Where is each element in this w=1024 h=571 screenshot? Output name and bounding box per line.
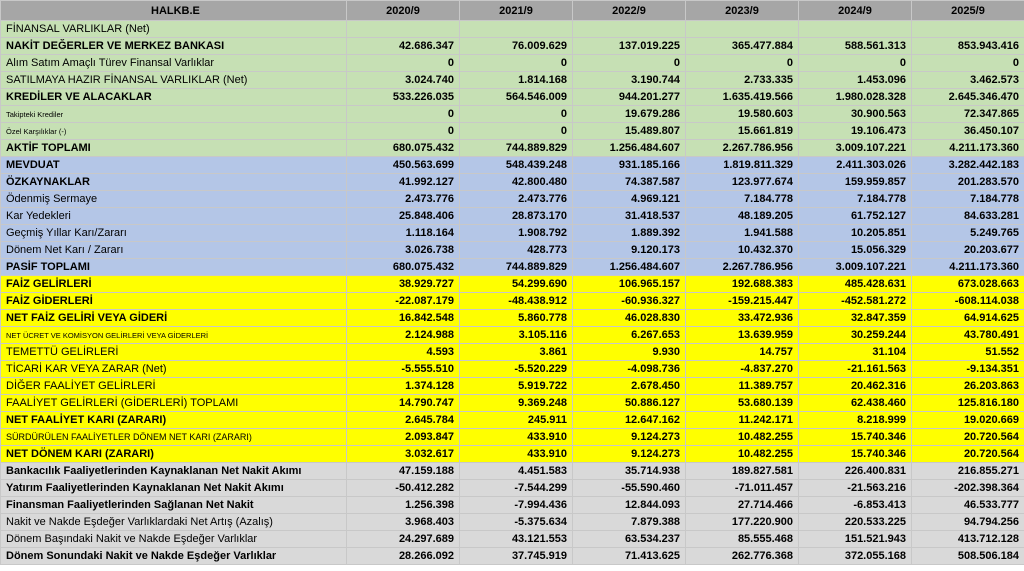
row-label: DİĞER FAALİYET GELİRLERİ <box>1 378 347 395</box>
table-row <box>1 378 1024 395</box>
row-label: Ödenmiş Sermaye <box>1 191 347 208</box>
row-value: 43.121.553 <box>460 531 573 548</box>
row-label: Bankacılık Faaliyetlerinden Kaynaklanan Net Nakit Akımı <box>1 463 347 480</box>
row-value: 5.919.722 <box>460 378 573 395</box>
row-value: 74.387.587 <box>573 174 686 191</box>
row-label: NAKİT DEĞERLER VE MERKEZ BANKASI <box>1 38 347 55</box>
header-row <box>1 1 1024 21</box>
row-value: 38.929.727 <box>347 276 460 293</box>
row-value: 1.453.096 <box>799 72 912 89</box>
row-value <box>460 21 573 38</box>
row-value: 3.105.116 <box>460 327 573 344</box>
row-value: 30.900.563 <box>799 106 912 123</box>
period-header: 2022/9 <box>573 1 686 21</box>
row-value: 85.555.468 <box>686 531 799 548</box>
row-value: 4.593 <box>347 344 460 361</box>
row-label: ÖZKAYNAKLAR <box>1 174 347 191</box>
row-value: 2.411.303.026 <box>799 157 912 174</box>
table-row <box>1 259 1024 276</box>
row-value: 2.645.346.470 <box>912 89 1024 106</box>
row-value: -50.412.282 <box>347 480 460 497</box>
table-row <box>1 514 1024 531</box>
row-value: 189.827.581 <box>686 463 799 480</box>
row-value: 61.752.127 <box>799 208 912 225</box>
row-value: 0 <box>347 123 460 140</box>
period-header: 2025/9 <box>912 1 1024 21</box>
row-value: 365.477.884 <box>686 38 799 55</box>
row-label: Dönem Başındaki Nakit ve Nakde Eşdeğer Varlıklar <box>1 531 347 548</box>
row-label: Alım Satım Amaçlı Türev Finansal Varlıklar <box>1 55 347 72</box>
row-value: 19.679.286 <box>573 106 686 123</box>
row-value: 19.020.669 <box>912 412 1024 429</box>
row-value: 19.580.603 <box>686 106 799 123</box>
table-row <box>1 463 1024 480</box>
row-value: 3.009.107.221 <box>799 259 912 276</box>
row-value: 428.773 <box>460 242 573 259</box>
row-label: Nakit ve Nakde Eşdeğer Varlıklardaki Net Artış (Azalış) <box>1 514 347 531</box>
row-value: 0 <box>347 106 460 123</box>
row-value: 151.521.943 <box>799 531 912 548</box>
row-value: 177.220.900 <box>686 514 799 531</box>
row-value: -7.544.299 <box>460 480 573 497</box>
row-value: -202.398.364 <box>912 480 1024 497</box>
row-value: 76.009.629 <box>460 38 573 55</box>
row-value: 1.814.168 <box>460 72 573 89</box>
row-value: 413.712.128 <box>912 531 1024 548</box>
row-value: -21.161.563 <box>799 361 912 378</box>
row-label: FAİZ GELİRLERİ <box>1 276 347 293</box>
row-value: 42.800.480 <box>460 174 573 191</box>
row-value: 2.678.450 <box>573 378 686 395</box>
row-value: 3.190.744 <box>573 72 686 89</box>
row-value: 2.645.784 <box>347 412 460 429</box>
row-value: 220.533.225 <box>799 514 912 531</box>
table-row <box>1 412 1024 429</box>
row-value: 71.413.625 <box>573 548 686 565</box>
row-value: 20.720.564 <box>912 429 1024 446</box>
table-row <box>1 361 1024 378</box>
row-value: 28.266.092 <box>347 548 460 565</box>
row-value: 1.256.484.607 <box>573 140 686 157</box>
row-value: 226.400.831 <box>799 463 912 480</box>
table-row <box>1 225 1024 242</box>
row-value: 50.886.127 <box>573 395 686 412</box>
row-value: -6.853.413 <box>799 497 912 514</box>
row-value: 744.889.829 <box>460 259 573 276</box>
row-value: 4.211.173.360 <box>912 140 1024 157</box>
table-row <box>1 72 1024 89</box>
row-label: FİNANSAL VARLIKLAR (Net) <box>1 21 347 38</box>
row-value: 2.473.776 <box>347 191 460 208</box>
table-row <box>1 38 1024 55</box>
row-value: 673.028.663 <box>912 276 1024 293</box>
period-header: 2024/9 <box>799 1 912 21</box>
row-value: 680.075.432 <box>347 259 460 276</box>
row-value: 106.965.157 <box>573 276 686 293</box>
table-row <box>1 531 1024 548</box>
row-value: 2.093.847 <box>347 429 460 446</box>
row-value: 450.563.699 <box>347 157 460 174</box>
row-value: 853.943.416 <box>912 38 1024 55</box>
row-value: 84.633.281 <box>912 208 1024 225</box>
row-value: 372.055.168 <box>799 548 912 565</box>
row-value: 3.462.573 <box>912 72 1024 89</box>
row-value: 245.911 <box>460 412 573 429</box>
row-value: 64.914.625 <box>912 310 1024 327</box>
row-value: -9.134.351 <box>912 361 1024 378</box>
row-label: NET DÖNEM KARI (ZARARI) <box>1 446 347 463</box>
row-label: FAALİYET GELİRLERİ (GİDERLERİ) TOPLAMI <box>1 395 347 412</box>
row-value: 3.032.617 <box>347 446 460 463</box>
row-value: 433.910 <box>460 429 573 446</box>
row-value: 24.297.689 <box>347 531 460 548</box>
row-value: 137.019.225 <box>573 38 686 55</box>
period-header: 2023/9 <box>686 1 799 21</box>
row-value: 433.910 <box>460 446 573 463</box>
row-value: 13.639.959 <box>686 327 799 344</box>
row-value: 0 <box>799 55 912 72</box>
row-value: 1.889.392 <box>573 225 686 242</box>
row-value: 1.980.028.328 <box>799 89 912 106</box>
row-value: 548.439.248 <box>460 157 573 174</box>
table-row <box>1 106 1024 123</box>
row-value: 43.780.491 <box>912 327 1024 344</box>
row-value: 14.757 <box>686 344 799 361</box>
row-value: 485.428.631 <box>799 276 912 293</box>
table-row <box>1 548 1024 565</box>
row-value: 1.118.164 <box>347 225 460 242</box>
row-value: 680.075.432 <box>347 140 460 157</box>
row-value: 931.185.166 <box>573 157 686 174</box>
table-row <box>1 174 1024 191</box>
row-value: 53.680.139 <box>686 395 799 412</box>
row-value: 1.635.419.566 <box>686 89 799 106</box>
row-value: 7.879.388 <box>573 514 686 531</box>
row-value: 15.056.329 <box>799 242 912 259</box>
row-value: -48.438.912 <box>460 293 573 310</box>
row-value: 42.686.347 <box>347 38 460 55</box>
row-value: 32.847.359 <box>799 310 912 327</box>
row-value: 2.473.776 <box>460 191 573 208</box>
row-label: NET FAALİYET KARI (ZARARI) <box>1 412 347 429</box>
row-value: 2.124.988 <box>347 327 460 344</box>
row-value: -608.114.038 <box>912 293 1024 310</box>
row-value: 9.124.273 <box>573 446 686 463</box>
row-value: 25.848.406 <box>347 208 460 225</box>
row-label: Dönem Sonundaki Nakit ve Nakde Eşdeğer Varlıklar <box>1 548 347 565</box>
row-label: PASİF TOPLAMI <box>1 259 347 276</box>
row-value: 216.855.271 <box>912 463 1024 480</box>
row-value: 15.740.346 <box>799 446 912 463</box>
row-value: 262.776.368 <box>686 548 799 565</box>
row-value: 0 <box>347 55 460 72</box>
row-value: -4.837.270 <box>686 361 799 378</box>
row-value: 123.977.674 <box>686 174 799 191</box>
row-value: 0 <box>460 106 573 123</box>
row-value: 0 <box>460 123 573 140</box>
row-value: 9.124.273 <box>573 429 686 446</box>
row-value: 6.267.653 <box>573 327 686 344</box>
table-row <box>1 310 1024 327</box>
row-value: 508.506.184 <box>912 548 1024 565</box>
row-value: 28.873.170 <box>460 208 573 225</box>
row-value: 5.860.778 <box>460 310 573 327</box>
table-row <box>1 123 1024 140</box>
row-value: 3.968.403 <box>347 514 460 531</box>
row-label: MEVDUAT <box>1 157 347 174</box>
row-value: 944.201.277 <box>573 89 686 106</box>
table-row <box>1 21 1024 38</box>
row-value: -71.011.457 <box>686 480 799 497</box>
row-value: -5.555.510 <box>347 361 460 378</box>
row-label: Yatırım Faaliyetlerinden Kaynaklanan Net Nakit Akımı <box>1 480 347 497</box>
row-value: 0 <box>460 55 573 72</box>
row-value: 11.389.757 <box>686 378 799 395</box>
row-value: 11.242.171 <box>686 412 799 429</box>
row-label: TİCARİ KAR VEYA ZARAR (Net) <box>1 361 347 378</box>
row-label: NET ÜCRET VE KOMİSYON GELİRLERİ VEYA GİDERLERİ <box>1 327 347 344</box>
row-value: -55.590.460 <box>573 480 686 497</box>
row-value: 36.450.107 <box>912 123 1024 140</box>
row-value: 5.249.765 <box>912 225 1024 242</box>
row-label: Takipteki Krediler <box>1 106 347 123</box>
row-value: 2.267.786.956 <box>686 140 799 157</box>
row-value: -7.994.436 <box>460 497 573 514</box>
row-value: 588.561.313 <box>799 38 912 55</box>
row-label: SÜRDÜRÜLEN FAALİYETLER DÖNEM NET KARI (ZARARI) <box>1 429 347 446</box>
row-value: 51.552 <box>912 344 1024 361</box>
row-label: Finansman Faaliyetlerinden Sağlanan Net Nakit <box>1 497 347 514</box>
row-value: 3.282.442.183 <box>912 157 1024 174</box>
row-value: 12.844.093 <box>573 497 686 514</box>
row-value: 9.930 <box>573 344 686 361</box>
row-value: 30.259.244 <box>799 327 912 344</box>
row-value: 1.819.811.329 <box>686 157 799 174</box>
row-label: FAİZ GİDERLERİ <box>1 293 347 310</box>
row-value: 1.941.588 <box>686 225 799 242</box>
row-value: 31.418.537 <box>573 208 686 225</box>
row-value: 3.024.740 <box>347 72 460 89</box>
row-value: 31.104 <box>799 344 912 361</box>
row-value: -159.215.447 <box>686 293 799 310</box>
table-row <box>1 208 1024 225</box>
row-value: 0 <box>573 55 686 72</box>
table-row <box>1 55 1024 72</box>
table-row <box>1 157 1024 174</box>
row-value: 47.159.188 <box>347 463 460 480</box>
row-value: 3.861 <box>460 344 573 361</box>
row-value: 1.256.484.607 <box>573 259 686 276</box>
row-value: 3.009.107.221 <box>799 140 912 157</box>
row-value: 33.472.936 <box>686 310 799 327</box>
row-value: 72.347.865 <box>912 106 1024 123</box>
row-value: 20.203.677 <box>912 242 1024 259</box>
period-header: 2020/9 <box>347 1 460 21</box>
row-value: 46.028.830 <box>573 310 686 327</box>
row-value: 41.992.127 <box>347 174 460 191</box>
row-value <box>799 21 912 38</box>
row-value: 1.374.128 <box>347 378 460 395</box>
table-row <box>1 140 1024 157</box>
row-value: 35.714.938 <box>573 463 686 480</box>
row-value: 564.546.009 <box>460 89 573 106</box>
row-value: 9.369.248 <box>460 395 573 412</box>
row-value: 37.745.919 <box>460 548 573 565</box>
row-value <box>573 21 686 38</box>
table-row <box>1 480 1024 497</box>
table-row <box>1 446 1024 463</box>
row-value: 159.959.857 <box>799 174 912 191</box>
row-value: 15.740.346 <box>799 429 912 446</box>
table-row <box>1 395 1024 412</box>
row-value: -21.563.216 <box>799 480 912 497</box>
row-value: 63.534.237 <box>573 531 686 548</box>
table-row <box>1 191 1024 208</box>
row-value: 48.189.205 <box>686 208 799 225</box>
row-value: 4.211.173.360 <box>912 259 1024 276</box>
row-value: 533.226.035 <box>347 89 460 106</box>
row-value: 54.299.690 <box>460 276 573 293</box>
row-value: 2.733.335 <box>686 72 799 89</box>
row-value: 4.969.121 <box>573 191 686 208</box>
row-value: 1.908.792 <box>460 225 573 242</box>
row-label: Dönem Net Karı / Zararı <box>1 242 347 259</box>
row-value: 0 <box>686 55 799 72</box>
row-value: -452.581.272 <box>799 293 912 310</box>
row-value: 12.647.162 <box>573 412 686 429</box>
row-value: 1.256.398 <box>347 497 460 514</box>
row-value: 10.432.370 <box>686 242 799 259</box>
row-value: 15.661.819 <box>686 123 799 140</box>
row-value: 20.462.316 <box>799 378 912 395</box>
table-row <box>1 327 1024 344</box>
row-value <box>912 21 1024 38</box>
row-label: TEMETTÜ GELİRLERİ <box>1 344 347 361</box>
row-value: 3.026.738 <box>347 242 460 259</box>
row-value: -5.375.634 <box>460 514 573 531</box>
row-value: -60.936.327 <box>573 293 686 310</box>
row-label: SATILMAYA HAZIR FİNANSAL VARLIKLAR (Net) <box>1 72 347 89</box>
table-row <box>1 242 1024 259</box>
row-value: 7.184.778 <box>912 191 1024 208</box>
row-value: 15.489.807 <box>573 123 686 140</box>
row-value: 19.106.473 <box>799 123 912 140</box>
row-value: -4.098.736 <box>573 361 686 378</box>
row-label: Kar Yedekleri <box>1 208 347 225</box>
row-value: 94.794.256 <box>912 514 1024 531</box>
row-value <box>686 21 799 38</box>
row-value: 62.438.460 <box>799 395 912 412</box>
row-value <box>347 21 460 38</box>
row-label: Özel Karşılıklar (-) <box>1 123 347 140</box>
table-row <box>1 497 1024 514</box>
row-value: 16.842.548 <box>347 310 460 327</box>
row-value: 27.714.466 <box>686 497 799 514</box>
row-value: 10.482.255 <box>686 446 799 463</box>
row-value: 10.205.851 <box>799 225 912 242</box>
row-value: 20.720.564 <box>912 446 1024 463</box>
row-value: -22.087.179 <box>347 293 460 310</box>
ticker-header: HALKB.E <box>1 1 347 21</box>
row-value: 26.203.863 <box>912 378 1024 395</box>
row-label: KREDİLER VE ALACAKLAR <box>1 89 347 106</box>
row-value: -5.520.229 <box>460 361 573 378</box>
row-value: 0 <box>912 55 1024 72</box>
row-value: 8.218.999 <box>799 412 912 429</box>
table-row <box>1 89 1024 106</box>
row-value: 2.267.786.956 <box>686 259 799 276</box>
table-row <box>1 276 1024 293</box>
table-row <box>1 344 1024 361</box>
period-header: 2021/9 <box>460 1 573 21</box>
row-value: 7.184.778 <box>799 191 912 208</box>
table-row <box>1 293 1024 310</box>
row-value: 46.533.777 <box>912 497 1024 514</box>
row-value: 744.889.829 <box>460 140 573 157</box>
row-value: 125.816.180 <box>912 395 1024 412</box>
row-value: 14.790.747 <box>347 395 460 412</box>
row-label: Geçmiş Yıllar Karı/Zararı <box>1 225 347 242</box>
row-value: 7.184.778 <box>686 191 799 208</box>
row-label: NET FAİZ GELİRİ VEYA GİDERİ <box>1 310 347 327</box>
row-value: 201.283.570 <box>912 174 1024 191</box>
row-value: 192.688.383 <box>686 276 799 293</box>
row-value: 10.482.255 <box>686 429 799 446</box>
row-value: 9.120.173 <box>573 242 686 259</box>
row-label: AKTİF TOPLAMI <box>1 140 347 157</box>
row-value: 4.451.583 <box>460 463 573 480</box>
table-row <box>1 429 1024 446</box>
